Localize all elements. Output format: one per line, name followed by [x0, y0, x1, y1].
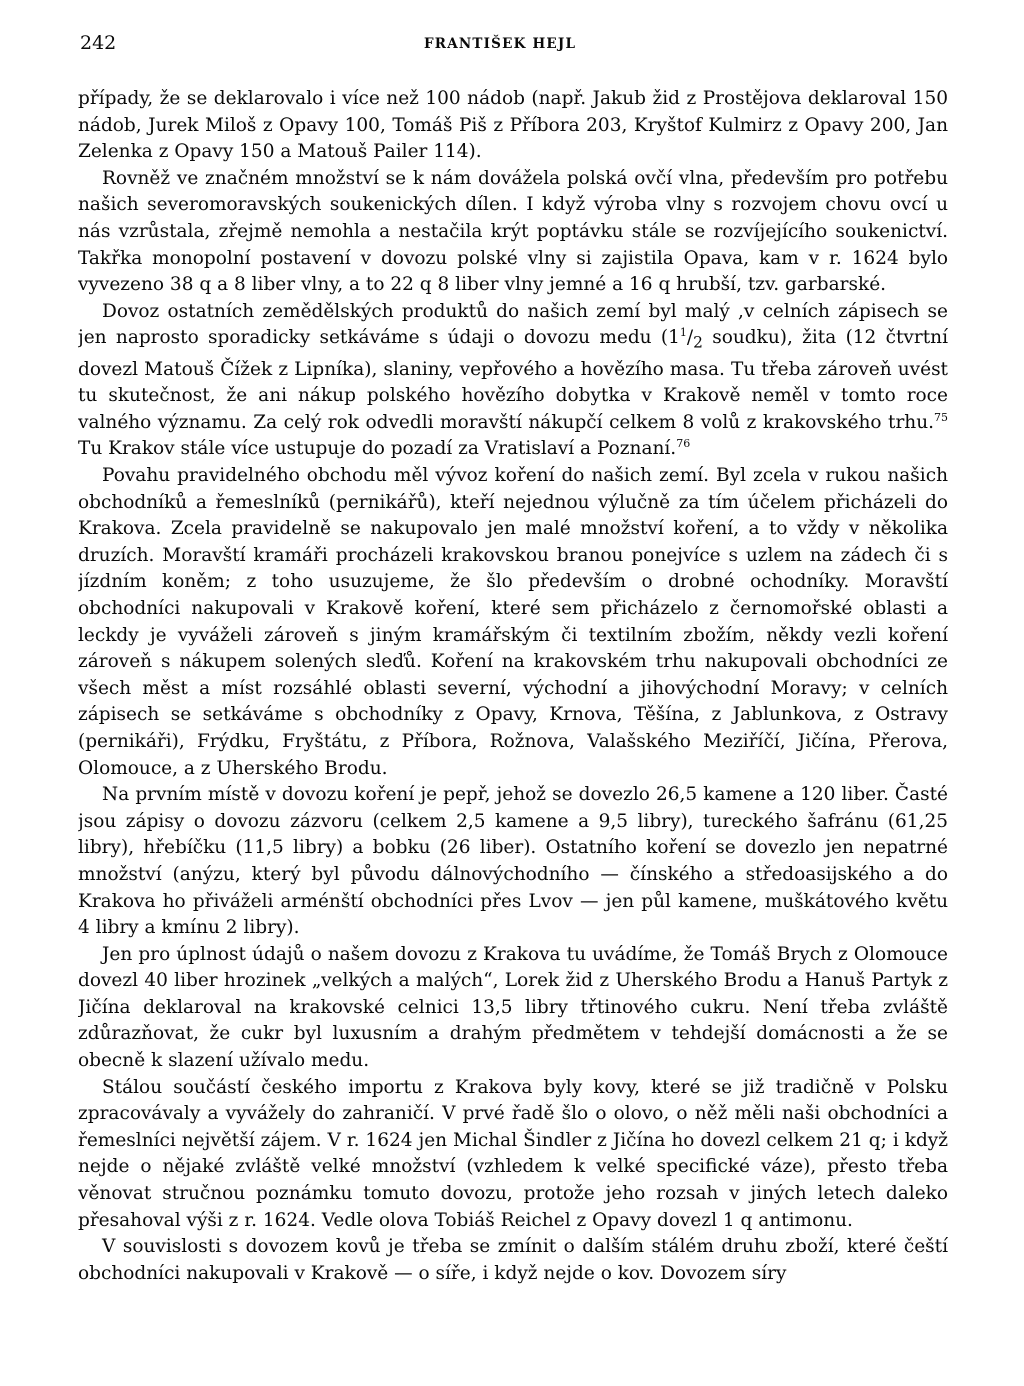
- paragraph-agricultural-products: [78, 299, 948, 463]
- paragraph-sulfur-import: V souvislosti s dovozem kovů je třeba se zmínit o dalším stálém druhu zboží, které čeští obchodníci nakupovali v Krakově — o síře, i když nejde o kov. Dovozem síry: [78, 1236, 948, 1284]
- paragraph-text-segment: Tu Krakov stále více ustupuje do pozadí za Vratislaví a Poznaní.: [78, 438, 677, 460]
- paragraph-sugar-raisins: Jen pro úplnost údajů o našem dovozu z Krakova tu uvádíme, že Tomáš Brych z Olomouce dovezl 40 liber hrozinek „velkých a malých“, Lorek žid z Uherského Brodu a Hanuš Partyk z Jičína deklaroval na krakovské celnici 13,5 libry třtinového cukru. Není třeba zvláště zdůrazňovat, že cukr byl luxusním a drahým předmětem v tehdejší domácnosti a že se obecně k slazení užívalo medu.: [78, 943, 948, 1072]
- fraction-numerator: 1: [679, 326, 687, 340]
- paragraph-continued: případy, že se deklarovalo i více než 100 nádob (např. Jakub žid z Prostějova deklaroval 150 nádob, Jurek Miloš z Opavy 100, Tomáš Piš z Příbora 203, Kryštof Kulmirz z Opavy 200, Jan Zelenka z Opavy 150 a Matouš Pailer 114).: [78, 88, 948, 163]
- paragraph-text-segment: Dovoz ostatních zemědělských produktů do našich zemí byl malý ,v celních zápisech se jen naprosto sporadicky setkáváme s údaji o dovozu medu (1: [78, 300, 948, 349]
- footnote-ref-76[interactable]: 76: [676, 437, 691, 451]
- body-text: [78, 86, 948, 1287]
- paragraph-text-segment: soudku), žita (12 čtvrtní dovezl Matouš Čížek z Lipníka), slaniny, vepřového a hovězího masa. Tu třeba zároveň uvést tu skutečnost, že ani nákup polského hovězího dobytka v Krakově neměl v tomto roce valného významu. Za celý rok odvedli moravští nákupčí celkem 8 volů z krakovského trhu.: [78, 327, 948, 433]
- footnote-ref-75[interactable]: 75: [934, 410, 948, 424]
- paragraph-metals-import: Stálou součástí českého importu z Krakova byly kovy, které se již tradičně v Polsku zpracovávaly a vyvážely do zahraničí. V prvé řadě šlo o olovo, o něž měli naši obchodníci a řemeslníci největší zájem. V r. 1624 jen Michal Šindler z Jičína ho dovezl celkem 21 q; i když nejde o nějaké zvláště velké množství (vzhledem k velké specifické váze), přesto třeba věnovat stručnou poznámku tomuto dovozu, protože jeho rozsah v jiných letech daleko přesahoval výši z r. 1624. Vedle olova Tobiáš Reichel z Opavy dovezl 1 q antimonu.: [78, 1076, 948, 1231]
- running-head-author: FRANTIŠEK HEJL: [424, 36, 577, 52]
- paragraph-spice-trade: Povahu pravidelného obchodu měl vývoz koření do našich zemí. Byl zcela v rukou našich obchodníků a řemeslníků (pernikářů), kteří nejednou výlučně za tím účelem přicházeli do Krakova. Zcela pravidelně se nakupovalo jen malé množství koření, a to vždy v několika druzích. Moravští kramáři procházeli krakovskou branou ponejvíce s uzlem na zádech či s jízdním koněm; z toho usuzujeme, že šlo především o drobné ochodníky. Moravští obchodníci nakupovali v Krakově koření, které sem přicházelo z černomořské oblasti a leckdy je vyváželi zároveň s jiným kramářským či textilním zbožím, někdy vezli koření zároveň s nákupem solených sleďů. Koření na krakovském trhu nakupovali obchodníci ze všech měst a míst rozsáhlé oblasti severní, východní a jihovýchodní Moravy; v celních zápisech se setkáváme s obchodníky z Opavy, Krnova, Těšína, z Jablunkova, z Ostravy (pernikáři), Frýdku, Fryštátu, z Příbora, Rožnova, Valašského Meziříčí, Jičína, Přerova, Olomouce, a z Uherského Brodu.: [78, 465, 948, 779]
- paragraph-wool-import: Rovněž ve značném množství se k nám dovážela polská ovčí vlna, především pro potřebu našich severomoravských soukenických dílen. I když výroba vlny s rozvojem chovu ovcí u nás vzrůstala, zřejmě nemohla a nestačila krýt poptávku stále se rozvíjejícího soukenictví. Takřka monopolní postavení v dovozu polské vlny si zajistila Opava, kam v r. 1624 bylo vyvezeno 38 q a 8 liber vlny, a to 22 q 8 liber vlny jemné a 16 q hrubší, tzv. garbarské.: [78, 167, 948, 296]
- fraction-denominator: 2: [693, 334, 703, 353]
- page-header: [78, 30, 948, 56]
- paragraph-pepper-import: Na prvním místě v dovozu koření je pepř, jehož se dovezlo 26,5 kamene a 120 liber. Časté jsou zápisy o dovozu zázvoru (celkem 2,5 kamene a 9,5 libry), tureckého šafránu (61,25 libry), hřebíčku (11,5 libry) a bobku (26 liber). Ostatního koření se dovezlo jen nepatrné množství (anýzu, který byl původu dálnovýchodního — čínského a středoasijského a do Krakova ho přiváželi arménští obchodníci přes Lvov — jen půl kamene, muškátového květu 4 libry a kmínu 2 libry).: [78, 784, 948, 939]
- fraction-slash: /: [686, 327, 694, 349]
- page-number: 242: [80, 32, 117, 54]
- book-page: [78, 30, 948, 1370]
